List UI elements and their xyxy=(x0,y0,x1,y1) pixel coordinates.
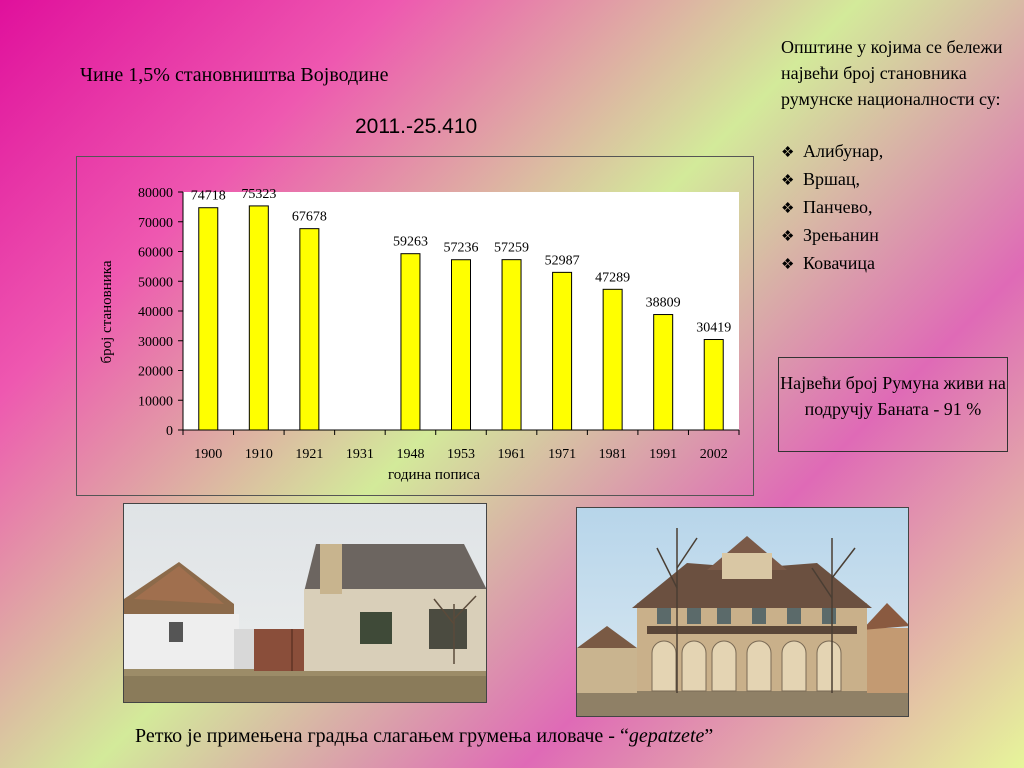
x-axis-title: година пописа xyxy=(387,467,481,483)
x-tick-label: 1900 xyxy=(194,447,223,462)
bar-data-label: 74718 xyxy=(190,188,226,204)
slide-subtitle: Чине 1,5% становништва Војводине xyxy=(80,64,389,86)
municipalities-intro: Општине у којима се бележи највећи број становника румунске националности су: xyxy=(781,37,1003,109)
bar-data-label: 67678 xyxy=(291,209,327,225)
diamond-bullet-icon: ❖ xyxy=(781,201,795,217)
list-item: ❖ Алибунар, xyxy=(781,138,1011,166)
x-tick-label: 1931 xyxy=(345,447,374,462)
bar xyxy=(553,272,572,430)
bar xyxy=(401,254,420,430)
y-tick-label: 20000 xyxy=(138,364,173,380)
bar-data-label: 52987 xyxy=(544,253,580,269)
list-item: ❖ Зрењанин xyxy=(781,222,1011,250)
diamond-bullet-icon: ❖ xyxy=(781,257,795,273)
diamond-bullet-icon: ❖ xyxy=(781,229,795,245)
x-tick-label: 1921 xyxy=(295,447,324,462)
y-tick-label: 40000 xyxy=(138,305,173,320)
y-tick-label: 70000 xyxy=(138,215,173,231)
bar xyxy=(199,208,218,430)
bar-data-label: 30419 xyxy=(696,320,732,336)
bar-data-label: 47289 xyxy=(595,270,631,286)
bar xyxy=(654,315,673,430)
bar-data-label: 57236 xyxy=(443,240,479,256)
y-tick-label: 10000 xyxy=(138,394,173,410)
municipalities-panel xyxy=(781,34,1011,278)
bar xyxy=(704,340,723,430)
diamond-bullet-icon: ❖ xyxy=(781,173,795,189)
bar-data-label: 57259 xyxy=(494,240,530,256)
x-tick-label: 1971 xyxy=(548,447,577,462)
y-tick-label: 80000 xyxy=(138,186,173,201)
list-item: ❖ Панчево, xyxy=(781,194,1011,222)
slide-caption: Ретко је примењена градња слагањем грумења иловаче - “gepatzete” xyxy=(135,725,714,747)
bar xyxy=(452,260,471,430)
x-tick-label: 1948 xyxy=(396,447,425,462)
x-tick-label: 2002 xyxy=(699,447,728,462)
bar xyxy=(502,260,521,430)
bar xyxy=(300,229,319,430)
municipality-list xyxy=(781,138,1011,278)
bar-data-label: 38809 xyxy=(645,295,681,311)
y-tick-label: 60000 xyxy=(138,245,173,261)
x-tick-label: 1953 xyxy=(447,447,475,462)
x-tick-label: 1991 xyxy=(649,447,678,462)
chart-canvas xyxy=(77,157,755,497)
y-axis-title: број становника xyxy=(99,260,115,364)
diamond-bullet-icon: ❖ xyxy=(781,145,795,161)
bar xyxy=(603,289,622,430)
census-2011-figure: 2011.-25.410 xyxy=(355,115,478,138)
x-tick-label: 1981 xyxy=(598,447,627,462)
bar-data-label: 59263 xyxy=(392,234,428,250)
x-tick-label: 1910 xyxy=(244,447,273,462)
population-chart xyxy=(76,156,754,496)
ornate-house-photo xyxy=(576,507,909,717)
x-tick-label: 1961 xyxy=(497,447,526,462)
list-item: ❖ Вршац, xyxy=(781,166,1011,194)
bar-data-label: 75323 xyxy=(241,186,277,202)
list-item: ❖ Ковачица xyxy=(781,250,1011,278)
x-axis xyxy=(183,430,739,462)
banat-note-box: Највећи број Румуна живи на подручју Баната - 91 % xyxy=(778,357,1008,452)
y-tick-label: 50000 xyxy=(138,275,173,291)
y-tick-label: 0 xyxy=(166,424,173,439)
bar xyxy=(249,206,268,430)
y-axis xyxy=(138,186,183,439)
caption-term: gepatzete xyxy=(628,725,705,747)
y-tick-label: 30000 xyxy=(138,334,173,350)
village-house-photo xyxy=(123,503,487,703)
